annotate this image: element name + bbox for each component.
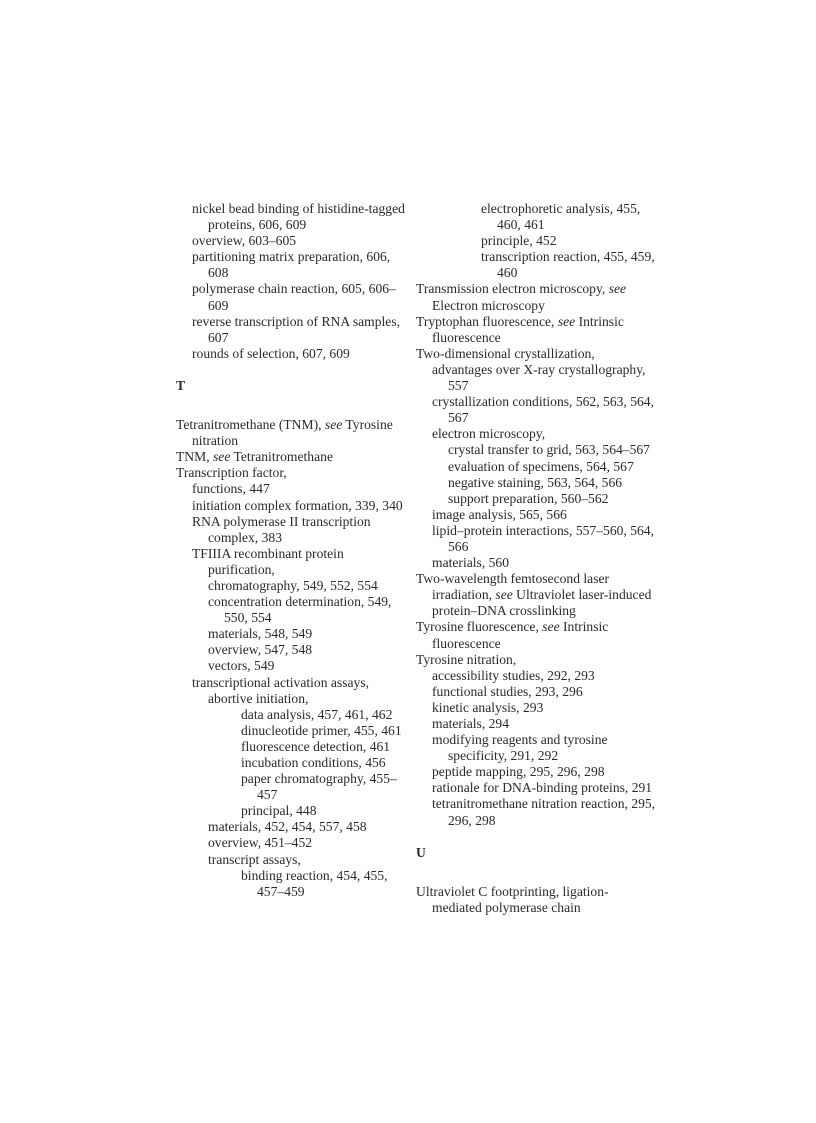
index-subentry — [176, 819, 412, 835]
index-subentry — [176, 546, 412, 578]
entry-text: transcription reaction, 455, 459, 460 — [481, 249, 655, 281]
index-subentry — [176, 346, 412, 362]
entry-text: crystallization conditions, 562, 563, 564, 567 — [432, 394, 655, 426]
index-subentry — [176, 868, 412, 900]
entry-text: kinetic analysis, 293 — [432, 699, 544, 715]
entry-text: overview, 603–605 — [192, 233, 297, 249]
index-subentry — [176, 498, 412, 514]
entry-text: modifying reagents and tyrosine specificity, 291, 292 — [432, 732, 608, 764]
entry-text: negative staining, 563, 564, 566 — [448, 474, 623, 490]
index-subentry — [176, 233, 412, 249]
index-subentry — [176, 249, 412, 281]
entry-text: nickel bead binding of histidine-tagged proteins, 606, 609 — [192, 201, 405, 233]
entry-text: lipid–protein interactions, 557–560, 564, 566 — [432, 522, 655, 554]
index-subentry — [416, 684, 656, 700]
section-letter-heading: U — [416, 844, 426, 860]
entry-text: Two-wavelength femtosecond laser irradiation, — [416, 571, 610, 603]
index-subentry — [416, 362, 656, 394]
entry-text: reverse transcription of RNA samples, 607 — [192, 313, 401, 345]
entry-text: functional studies, 293, 296 — [432, 683, 583, 699]
cross-reference-target: Tetranitromethane — [230, 449, 333, 465]
index-subentry — [176, 201, 412, 233]
index-subentry — [176, 578, 412, 594]
index-main-entry — [416, 884, 656, 916]
cross-reference-target: Ultraviolet laser-induced protein–DNA crosslinking — [432, 587, 652, 619]
see-reference-word: see — [557, 313, 576, 329]
index-subentry — [176, 594, 412, 626]
index-main-entry — [176, 417, 412, 449]
entry-text: initiation complex formation, 339, 340 — [192, 497, 403, 513]
index-subentry — [416, 507, 656, 523]
see-reference-word: see — [213, 449, 231, 465]
index-subentry — [416, 442, 656, 458]
index-subentry — [176, 642, 412, 658]
cross-reference-target: Intrinsic fluorescence — [432, 619, 609, 651]
index-subentry — [176, 723, 412, 739]
index-subentry — [176, 691, 412, 707]
index-subentry — [176, 852, 412, 868]
entry-text: Transcription factor, — [176, 465, 287, 481]
index-subentry — [416, 201, 656, 233]
entry-text: binding reaction, 454, 455, 457–459 — [241, 867, 388, 899]
entry-text: Tryptophan fluorescence, — [416, 313, 558, 329]
index-subentry — [416, 249, 656, 281]
section-letter-heading: T — [176, 377, 186, 393]
index-subentry — [416, 796, 656, 828]
entry-text: Tyrosine nitration, — [416, 651, 517, 667]
entry-text: transcriptional activation assays, — [192, 674, 370, 690]
index-subentry — [176, 281, 412, 313]
entry-text: tetranitromethane nitration reaction, 295, 296, 298 — [432, 796, 656, 828]
entry-text: materials, 548, 549 — [208, 626, 313, 642]
index-subentry — [416, 668, 656, 684]
entry-text: incubation conditions, 456 — [241, 755, 386, 770]
entry-text: materials, 560 — [432, 555, 510, 571]
index-main-entry — [416, 652, 656, 668]
entry-text: partitioning matrix preparation, 606, 608 — [192, 249, 391, 281]
cross-reference-target: Tyrosine nitration — [192, 417, 393, 449]
entry-text: peptide mapping, 295, 296, 298 — [432, 764, 605, 780]
entry-text: Tyrosine fluorescence, — [416, 619, 543, 635]
see-reference-word: see — [324, 417, 343, 433]
index-subentry — [176, 314, 412, 346]
index-subentry — [176, 514, 412, 546]
index-main-entry — [416, 619, 656, 651]
entry-text: transcript assays, — [208, 851, 301, 867]
index-subentry — [416, 700, 656, 716]
index-subentry — [176, 755, 412, 771]
entry-text: Tetranitromethane (TNM), — [176, 417, 325, 433]
entry-text: data analysis, 457, 461, 462 — [241, 706, 393, 722]
index-column-right — [416, 201, 656, 916]
index-subentry — [176, 707, 412, 723]
index-subentry — [416, 426, 656, 442]
entry-text: abortive initiation, — [208, 690, 309, 706]
entry-text: vectors, 549 — [208, 658, 275, 674]
index-subentry — [416, 764, 656, 780]
entry-text: materials, 452, 454, 557, 458 — [208, 819, 367, 835]
entry-text: support preparation, 560–562 — [448, 490, 609, 506]
entry-text: crystal transfer to grid, 563, 564–567 — [448, 442, 650, 458]
entry-text: functions, 447 — [192, 481, 270, 497]
entry-text: TFIIIA recombinant protein purification, — [192, 545, 344, 577]
entry-text: fluorescence detection, 461 — [241, 738, 391, 754]
index-subentry — [416, 732, 656, 764]
index-subentry — [176, 658, 412, 674]
entry-text: overview, 451–452 — [208, 835, 313, 851]
entry-text: paper chromatography, 455–457 — [241, 771, 397, 803]
entry-text: principle, 452 — [481, 233, 557, 249]
index-subentry — [176, 771, 412, 803]
index-subentry — [416, 716, 656, 732]
index-subentry — [416, 233, 656, 249]
index-main-entry — [416, 314, 656, 346]
cross-reference-target: Electron microscopy — [432, 297, 545, 313]
section-spacer — [176, 394, 412, 417]
index-subentry — [416, 780, 656, 796]
index-subentry — [416, 555, 656, 571]
entry-text: materials, 294 — [432, 716, 510, 731]
entry-text: evaluation of specimens, 564, 567 — [448, 458, 634, 474]
index-subentry — [176, 803, 412, 819]
entry-text: TNM, — [176, 449, 214, 465]
entry-text: accessibility studies, 292, 293 — [432, 667, 595, 683]
entry-text: electrophoretic analysis, 455, 460, 461 — [481, 201, 641, 233]
index-subentry — [176, 675, 412, 691]
entry-text: Two-dimensional crystallization, — [416, 345, 595, 361]
entry-text: advantages over X-ray crystallography, 557 — [432, 361, 646, 394]
entry-text: Ultraviolet C footprinting, ligation-mediated polymerase chain — [416, 883, 609, 915]
cross-reference-target: Intrinsic fluorescence — [432, 313, 624, 345]
entry-text: Transmission electron microscopy, — [416, 281, 609, 297]
index-subentry — [416, 394, 656, 426]
index-column-left — [176, 201, 412, 900]
index-subentry — [176, 626, 412, 642]
entry-text: rounds of selection, 607, 609 — [192, 345, 350, 361]
section-spacer — [176, 362, 412, 378]
see-reference-word: see — [608, 281, 627, 297]
entry-text: polymerase chain reaction, 605, 606–609 — [192, 281, 396, 313]
entry-text: dinucleotide primer, 455, 461 — [241, 722, 402, 738]
index-subentry — [176, 481, 412, 497]
index-subentry — [416, 523, 656, 555]
index-subentry — [416, 491, 656, 507]
section-spacer — [416, 829, 656, 845]
index-main-entry — [416, 281, 656, 313]
entry-text: chromatography, 549, 552, 554 — [208, 577, 378, 593]
entry-text: concentration determination, 549, 550, 554 — [208, 594, 392, 626]
section-spacer — [416, 861, 656, 884]
entry-text: principal, 448 — [241, 803, 317, 819]
see-reference-word: see — [495, 587, 513, 603]
entry-text: overview, 547, 548 — [208, 642, 313, 658]
index-subentry — [176, 835, 412, 851]
index-main-entry — [416, 571, 656, 619]
entry-text: rationale for DNA-binding proteins, 291 — [432, 780, 653, 796]
index-main-entry — [176, 465, 412, 481]
entry-text: RNA polymerase II transcription complex, 383 — [192, 513, 371, 545]
index-main-entry — [176, 449, 412, 465]
entry-text: electron microscopy, — [432, 426, 546, 442]
index-subentry — [416, 475, 656, 491]
index-subentry — [176, 739, 412, 755]
index-main-entry — [416, 346, 656, 362]
see-reference-word: see — [542, 619, 560, 635]
index-subentry — [416, 459, 656, 475]
entry-text: image analysis, 565, 566 — [432, 506, 567, 522]
